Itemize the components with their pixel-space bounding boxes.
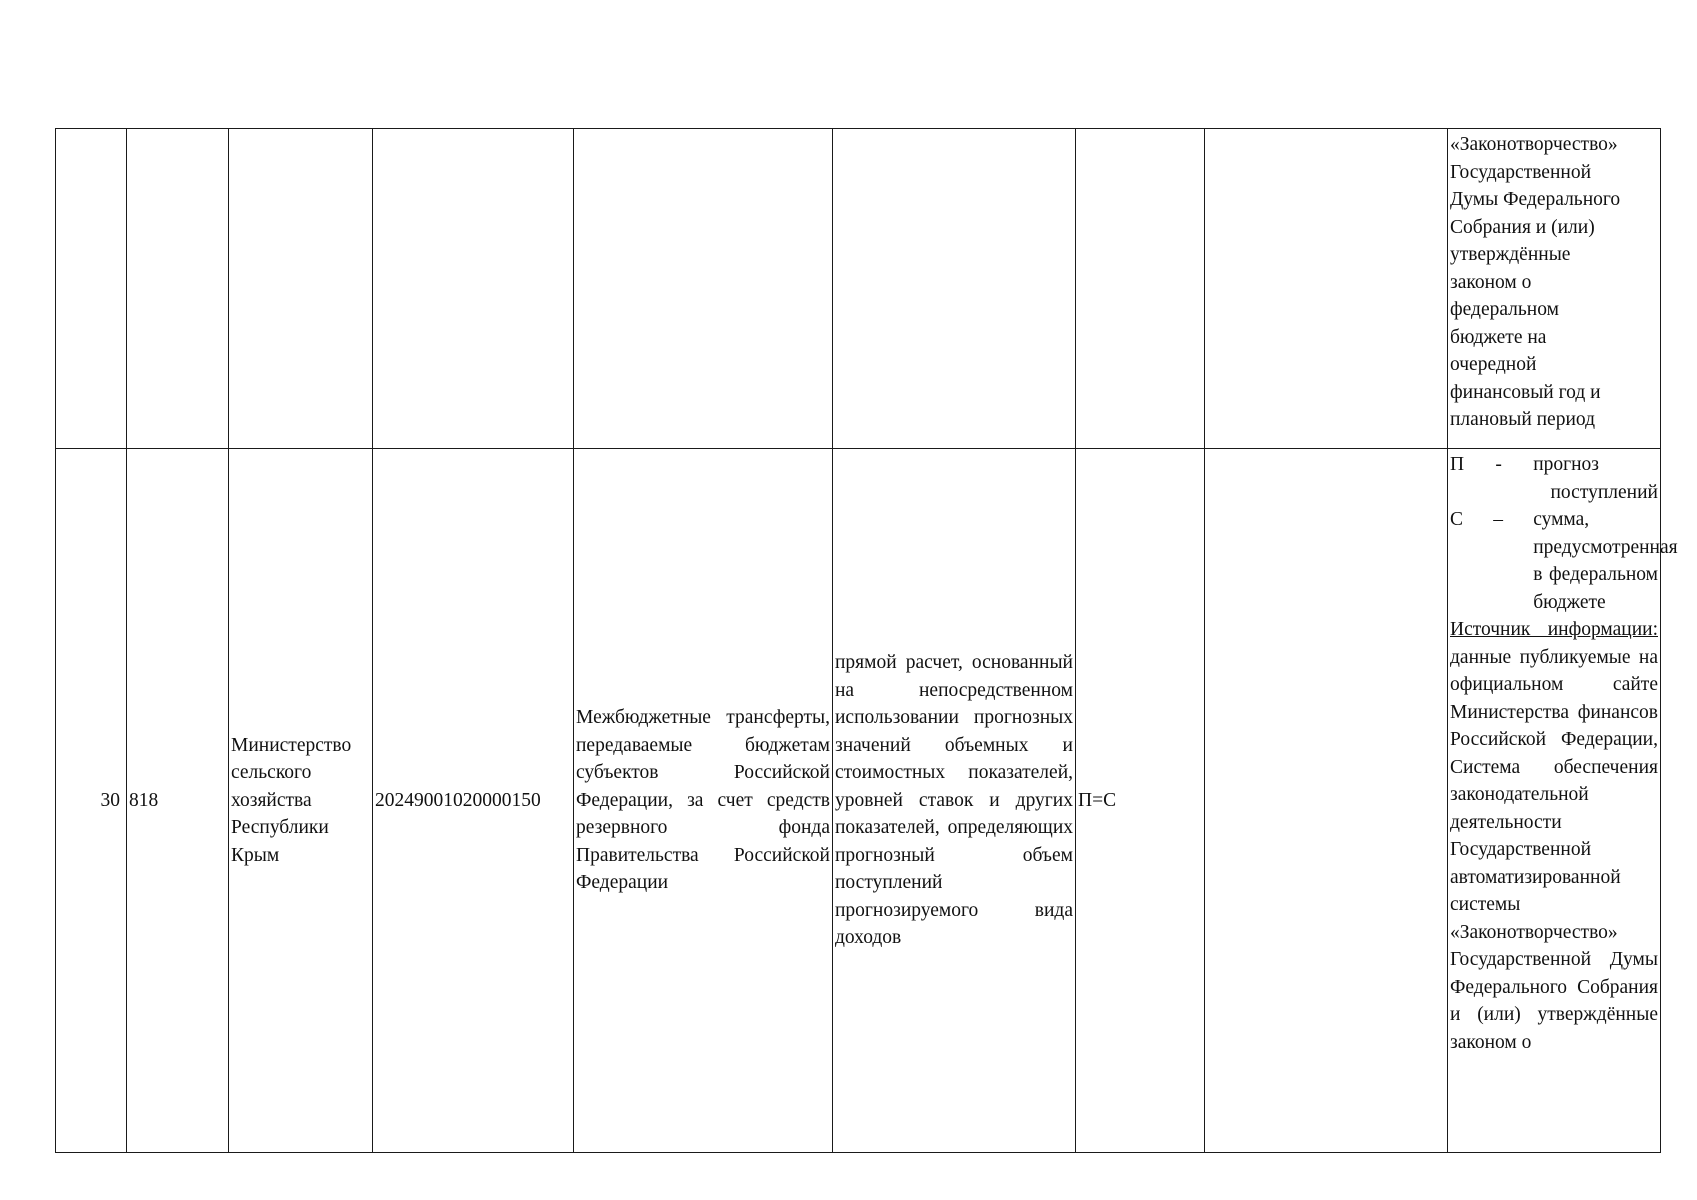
cell-admin-name — [229, 129, 373, 449]
revenue-forecast-table — [55, 128, 1678, 1153]
source-line: бюджете на — [1450, 326, 1547, 348]
legend-source — [1450, 616, 1658, 1056]
cell-revenue-name — [574, 129, 833, 449]
legend-p-dash: - — [1495, 454, 1502, 475]
cell-method — [833, 129, 1076, 449]
kbk-code: 20249001020000150 — [373, 449, 574, 1153]
source-line: Государственной — [1450, 161, 1592, 183]
table-row-continuation — [56, 129, 1661, 449]
calculation-method: прямой расчет, основанный на непосредственном использовании прогнозных значений объемных и стоимостных показателей, уровней ставок и других показателей, определяющих прогнозный объем поступлений прогнозируемого вида доходов — [833, 449, 1076, 1153]
source-line: финансовый год и — [1450, 381, 1601, 403]
cell-number — [56, 129, 127, 449]
cell-source-continuation — [1448, 129, 1661, 449]
table-row-30 — [56, 449, 1661, 1153]
source-line: федеральном — [1450, 299, 1559, 320]
source-line: «Законотворчество» — [1450, 134, 1618, 155]
source-line: плановый период — [1450, 409, 1596, 430]
legend-c-line — [1450, 506, 1678, 616]
cell-formula — [1076, 129, 1205, 449]
indicator-legend — [1448, 449, 1678, 1153]
source-label: Источник информации: — [1450, 619, 1658, 640]
revenue-name: Межбюджетные трансферты, передаваемые бюджетам субъектов Российской Федерации, за счет средств резервного фонда Правительства Российской Федерации — [574, 449, 833, 1153]
legend-c-text: сумма, предусмотренная в федеральном бюджете — [1533, 509, 1678, 613]
cell-algorithm — [1205, 129, 1448, 449]
legend-c-dash: – — [1493, 509, 1503, 530]
legend-c-symbol: С — [1450, 509, 1464, 530]
source-text: данные публикуемые на официальном сайте Министерства финансов Российской Федерации, Система обеспечения законодательной деятельности Государственной автоматизированной системы «Законотворчество» Государственной Думы Федерального Собрания и (или) утверждённые законом о — [1450, 646, 1658, 1053]
legend-p-text: прогноз поступлений — [1533, 454, 1658, 503]
cell-kbk — [373, 129, 574, 449]
row-number: 30 — [56, 449, 127, 1153]
source-line: очередной — [1450, 354, 1537, 375]
source-line: законом о — [1450, 271, 1532, 293]
source-line: Думы Федерального — [1450, 189, 1621, 210]
source-line: Собрания и (или) — [1450, 216, 1595, 238]
formula: П=С — [1076, 449, 1205, 1153]
admin-code: 818 — [127, 449, 229, 1153]
cell-admin-code — [127, 129, 229, 449]
source-line: утверждённые — [1450, 244, 1571, 265]
legend-p-line — [1450, 451, 1658, 506]
algorithm — [1205, 449, 1448, 1153]
admin-name: Министерство сельского хозяйства Республики Крым — [229, 449, 373, 1153]
legend-p-symbol: П — [1450, 454, 1465, 475]
